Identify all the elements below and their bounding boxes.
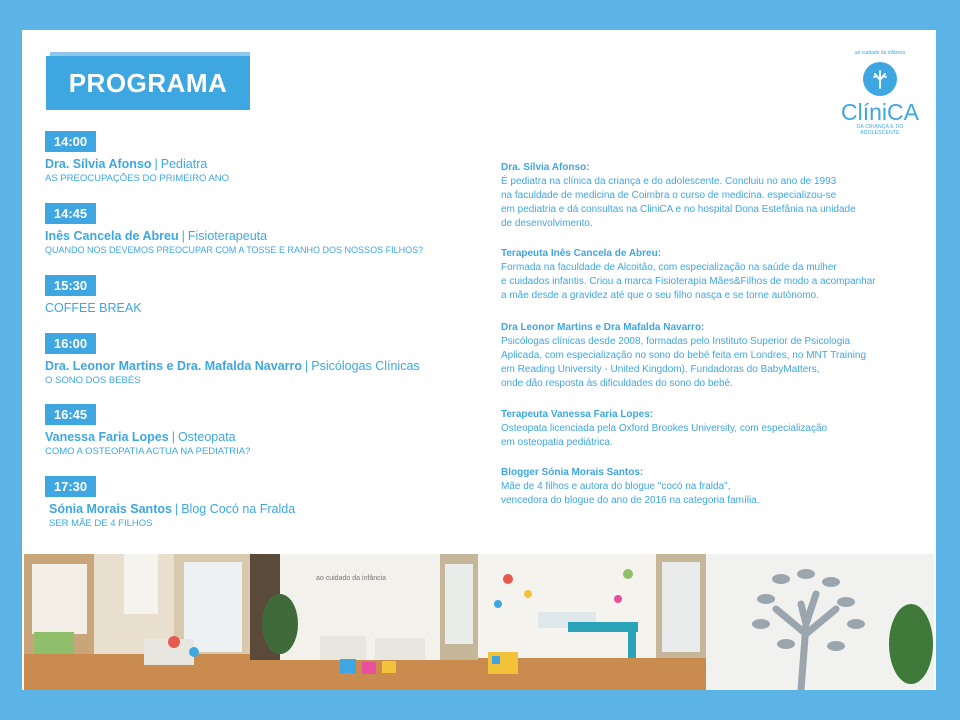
bio-line: em osteopatia pediátrica. (501, 437, 613, 448)
logo-arc-text: ao cuidado da infância (854, 50, 906, 56)
coffee-break: COFFEE BREAK (45, 301, 142, 315)
speaker-line (45, 157, 229, 171)
speaker-role: Osteopata (177, 430, 236, 444)
speaker-name: Inês Cancela de Abreu (45, 229, 179, 243)
schedule-slot (45, 275, 142, 315)
bio-line: Osteopata licenciada pela Oxford Brookes University, com especialização (501, 423, 828, 434)
clinic-room-photo (24, 554, 250, 690)
photo-strip (24, 554, 934, 690)
separator: | (171, 430, 175, 444)
bio-name: Terapeuta Vanessa Faria Lopes: (501, 409, 654, 420)
speaker-name: Vanessa Faria Lopes (45, 430, 169, 444)
schedule-slot (45, 203, 423, 255)
time-badge: 16:00 (45, 333, 96, 354)
bio-block (501, 247, 876, 303)
bio-line: de desenvolvimento. (501, 218, 593, 229)
bio-line: Psicólogas clínicas desde 2008, formadas pelo Instituto Superior de Psicologia (501, 336, 851, 347)
consult-room-photo (478, 554, 706, 690)
bio-name: Blogger Sónia Morais Santos: (501, 467, 644, 478)
bio-line: Mãe de 4 filhos e autora do blogue "cocó na fralda", (501, 481, 731, 492)
speaker-role: Fisioterapeuta (187, 229, 268, 243)
bio-line: em Reading University - United Kingdom). Fundadoras do BabyMatters, (501, 364, 820, 375)
speaker-line (45, 229, 423, 243)
separator: | (174, 502, 179, 516)
tree-icon (863, 62, 897, 96)
speaker-name: Dra. Leonor Martins e Dra. Mafalda Navarro (45, 359, 303, 373)
talk-title: O SONO DOS BEBÉS (45, 375, 141, 386)
talk-title: COMO A OSTEOPATIA ACTUA NA PEDIATRIA? (45, 446, 251, 457)
schedule-slot (45, 476, 295, 529)
speaker-role: Pediatra (160, 157, 208, 171)
time-badge: 14:45 (45, 203, 96, 224)
schedule-slot (45, 131, 229, 184)
bio-line: a mãe desde a gravidez até que o seu filho nasça e se torne autónomo. (501, 290, 819, 301)
bio-block (501, 466, 760, 508)
speaker-line (45, 430, 250, 444)
talk-title: QUANDO NOS DEVEMOS PREOCUPAR COM A TOSSE E RANHO DOS NOSSOS FILHOS? (45, 245, 424, 255)
separator: | (305, 359, 309, 373)
bio-line: Formada na faculdade de Alcoitão, com especialização na saúde da mulher (501, 262, 837, 273)
schedule-slot (45, 333, 420, 386)
clinic-logo (840, 50, 920, 135)
bio-line: Aplicada, com especialização no sono do bebé feita em Londres, no MNT Training (501, 350, 867, 361)
bio-line: e cuidados infantis. Criou a marca Fisioterapia Mães&Filhos de modo a acompanhar (501, 276, 876, 287)
waiting-room-photo (250, 554, 478, 690)
time-badge: 16:45 (45, 404, 96, 425)
logo-subtitle: DA CRIANÇA E DO ADOLESCENTE (856, 124, 904, 136)
bio-line: vencedora do blogue do ano de 2016 na categoria família. (501, 495, 760, 506)
talk-title: SER MÃE DE 4 FILHOS (49, 518, 153, 529)
bio-line: É pediatra na clínica da criança e do adolescente. Concluiu no ano de 1993 (501, 176, 837, 187)
speaker-role: Psicólogas Clínicas (311, 359, 420, 373)
bio-block (501, 408, 827, 450)
separator: | (154, 157, 158, 171)
bio-name: Terapeuta Inês Cancela de Abreu: (501, 248, 662, 259)
bio-block (501, 161, 856, 231)
time-badge: 15:30 (45, 275, 96, 296)
schedule-slot (45, 404, 250, 457)
speaker-name: Sónia Morais Santos (49, 502, 172, 516)
program-card (22, 30, 936, 690)
bio-line: na faculdade de medicina de Coimbra o curso de medicina. especializou-se (501, 190, 837, 201)
time-badge: 14:00 (45, 131, 96, 152)
speaker-name: Dra. Sílvia Afonso (45, 157, 152, 171)
bio-block (501, 321, 866, 391)
tree-wall-photo (706, 554, 934, 690)
separator: | (181, 229, 185, 243)
speaker-line (45, 359, 420, 373)
speaker-role: Blog Cocó na Fralda (181, 502, 296, 516)
time-badge: 17:30 (45, 476, 96, 497)
banner-title: PROGRAMA (46, 56, 250, 110)
program-banner (46, 52, 246, 110)
logo-name: ClíniCA (841, 99, 919, 125)
bio-name: Dra. Sílvia Afonso: (501, 162, 590, 173)
talk-title: AS PREOCUPAÇÕES DO PRIMEIRO ANO (45, 173, 230, 184)
bio-line: em pediatria e dá consultas na CliniCA e no hospital Dona Estefânia na unidade (501, 204, 856, 215)
wall-text: ao cuidado da infância (316, 575, 387, 582)
bio-name: Dra Leonor Martins e Dra Mafalda Navarro: (501, 322, 705, 333)
bio-line: onde dão resposta às dificuldades do sono do bebé. (501, 378, 733, 389)
speaker-line (45, 502, 295, 516)
